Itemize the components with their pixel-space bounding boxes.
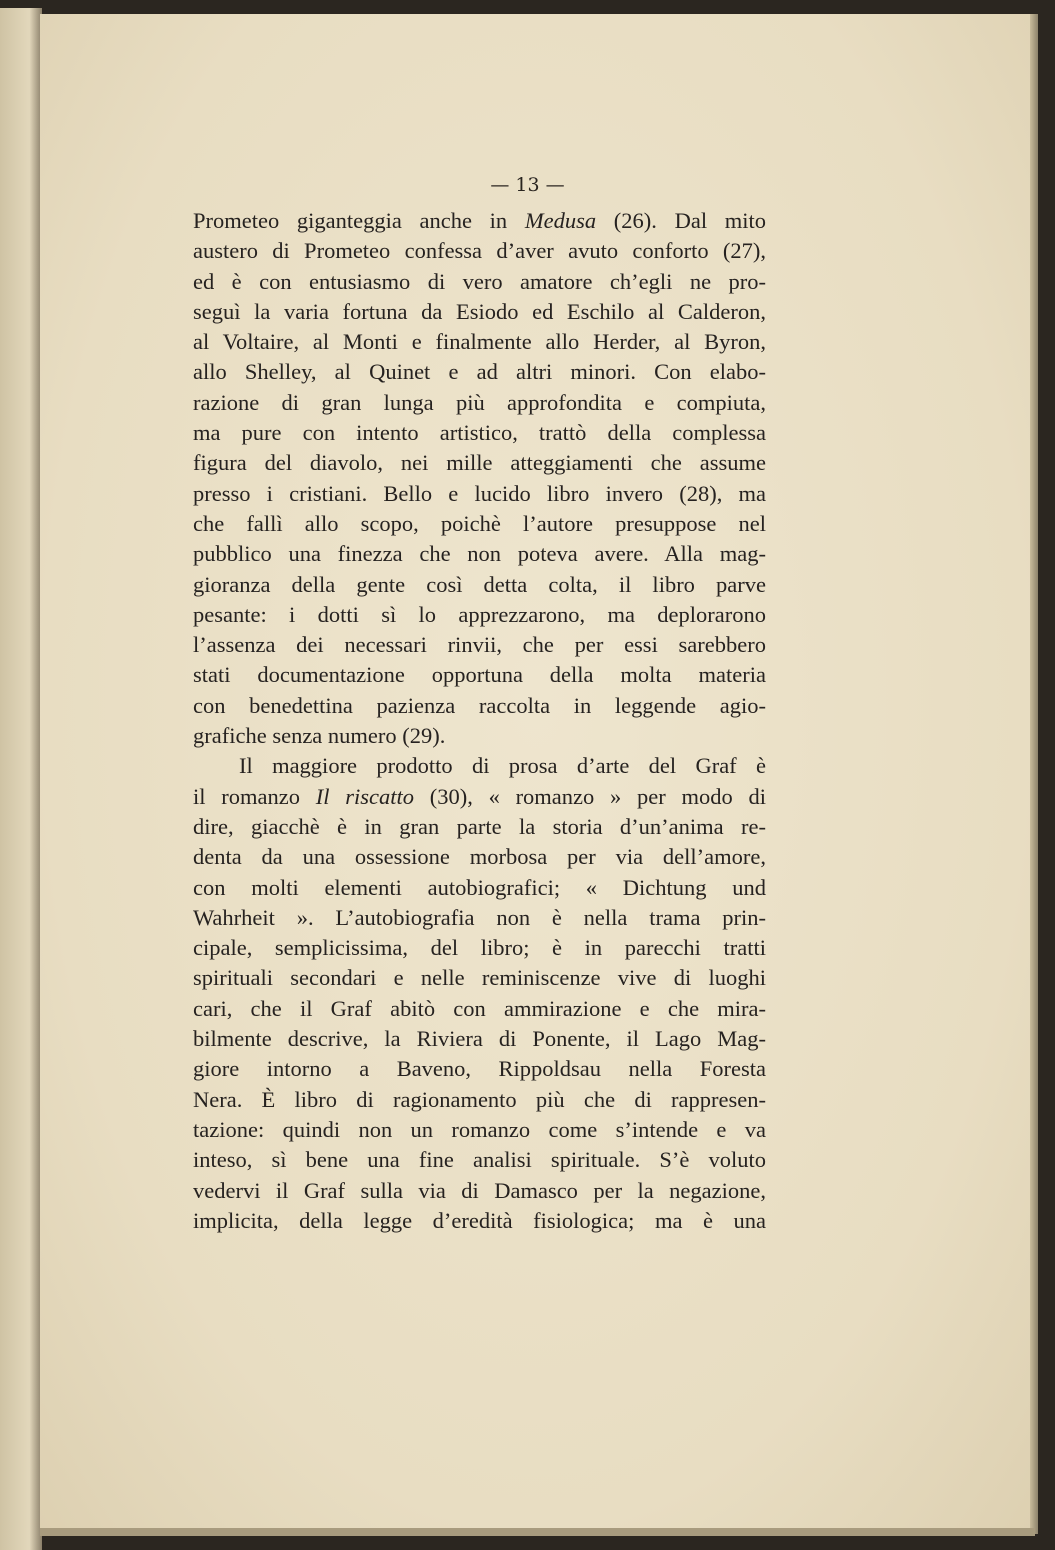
facing-page-edge xyxy=(0,8,42,1550)
text-line xyxy=(193,873,766,903)
text-segment: (30), « romanzo » per modo di xyxy=(413,783,766,809)
text-line xyxy=(193,327,766,357)
text-segment: implicita, della legge d’eredità fisiologica; ma è una xyxy=(193,1207,766,1233)
text-segment: il romanzo xyxy=(193,783,316,809)
text-segment: spirituali secondari e nelle reminiscenze vive di luoghi xyxy=(193,965,766,991)
text-segment: allo Shelley, al Quinet e ad altri minori. Con elabo- xyxy=(193,359,766,385)
text-segment: stati documentazione opportuna della molta materia xyxy=(193,662,766,688)
text-line xyxy=(193,691,766,721)
text-segment: figura del diavolo, nei mille atteggiamenti che assume xyxy=(193,450,766,476)
text-segment: (26). Dal mito xyxy=(596,208,767,233)
text-segment: inteso, sì bene una fine analisi spirituale. S’è voluto xyxy=(193,1147,766,1173)
text-segment: cari, che il Graf abitò con ammirazione e che mira- xyxy=(193,995,766,1021)
text-segment: al Voltaire, al Monti e finalmente allo Herder, al Byron, xyxy=(193,329,766,355)
text-segment: razione di gran lunga più approfondita e compiuta, xyxy=(193,389,766,415)
text-line xyxy=(193,933,766,963)
page-right-edge xyxy=(1030,14,1038,1534)
text-line xyxy=(193,479,766,509)
text-segment: seguì la varia fortuna da Esiodo ed Eschilo al Calderon, xyxy=(193,298,766,324)
text-segment: grafiche senza numero (29). xyxy=(193,723,446,749)
paragraph xyxy=(193,751,766,1236)
text-line xyxy=(193,812,766,842)
paragraph xyxy=(193,206,766,751)
text-segment: l’assenza dei necessari rinvii, che per essi sarebbero xyxy=(193,632,766,658)
text-line xyxy=(193,236,766,266)
text-line xyxy=(193,1206,766,1236)
text-segment: Il maggiore prodotto di prosa d’arte del Graf è xyxy=(239,753,766,779)
text-line xyxy=(193,994,766,1024)
text-line xyxy=(193,1145,766,1175)
text-line xyxy=(193,1054,766,1084)
text-line xyxy=(193,267,766,297)
text-line xyxy=(193,721,766,751)
text-segment: con molti elementi autobiografici; « Dichtung und xyxy=(193,874,766,900)
text-line xyxy=(193,1176,766,1206)
text-segment: gioranza della gente così detta colta, il libro parve xyxy=(193,571,766,597)
text-line xyxy=(193,388,766,418)
text-line xyxy=(193,1085,766,1115)
body-text xyxy=(193,206,766,1236)
text-line xyxy=(193,660,766,690)
text-line xyxy=(193,903,766,933)
text-line xyxy=(193,539,766,569)
text-line xyxy=(193,570,766,600)
text-segment: ma pure con intento artistico, trattò della complessa xyxy=(193,420,766,446)
text-line xyxy=(193,357,766,387)
italic-title: Medusa xyxy=(524,208,597,233)
text-line xyxy=(193,600,766,630)
text-line xyxy=(193,418,766,448)
text-segment: giore intorno a Baveno, Rippoldsau nella Foresta xyxy=(193,1056,766,1082)
text-segment: con benedettina pazienza raccolta in leggende agio- xyxy=(193,692,766,718)
text-line xyxy=(193,630,766,660)
page-bottom-edge xyxy=(40,1528,1035,1536)
text-segment: che fallì allo scopo, poichè l’autore presuppose nel xyxy=(193,510,766,536)
text-segment: Wahrheit ». L’autobiografia non è nella trama prin- xyxy=(193,904,766,930)
text-segment: dire, giacchè è in gran parte la storia d’un’anima re- xyxy=(193,813,766,839)
text-segment: Nera. È libro di ragionamento più che di rappresen- xyxy=(193,1086,766,1112)
text-line xyxy=(193,751,766,781)
text-segment: Prometeo giganteggia anche in xyxy=(193,208,525,233)
text-line xyxy=(193,782,766,812)
text-segment: presso i cristiani. Bello e lucido libro invero (28), ma xyxy=(193,480,766,506)
text-segment: pesante: i dotti sì lo apprezzarono, ma deplorarono xyxy=(193,601,766,627)
text-line xyxy=(193,1115,766,1145)
text-line xyxy=(193,509,766,539)
text-segment: ed è con entusiasmo di vero amatore ch’egli ne pro- xyxy=(193,268,766,294)
text-segment: bilmente descrive, la Riviera di Ponente, il Lago Mag- xyxy=(193,1026,766,1052)
text-line xyxy=(193,297,766,327)
text-segment: cipale, semplicissima, del libro; è in parecchi tratti xyxy=(193,935,766,961)
text-line xyxy=(193,1024,766,1054)
text-line xyxy=(193,842,766,872)
italic-title: Il riscatto xyxy=(315,783,414,809)
text-segment: austero di Prometeo confessa d’aver avuto conforto (27), xyxy=(193,238,766,264)
text-segment: denta da una ossessione morbosa per via dell’amore, xyxy=(193,844,766,870)
text-line xyxy=(193,448,766,478)
text-segment: pubblico una finezza che non poteva avere. Alla mag- xyxy=(193,541,766,567)
text-segment: vedervi il Graf sulla via di Damasco per la negazione, xyxy=(193,1177,766,1203)
text-line xyxy=(193,963,766,993)
text-line xyxy=(193,206,766,236)
page-number: — 13 — xyxy=(490,174,565,196)
text-segment: tazione: quindi non un romanzo come s’intende e va xyxy=(193,1116,766,1142)
